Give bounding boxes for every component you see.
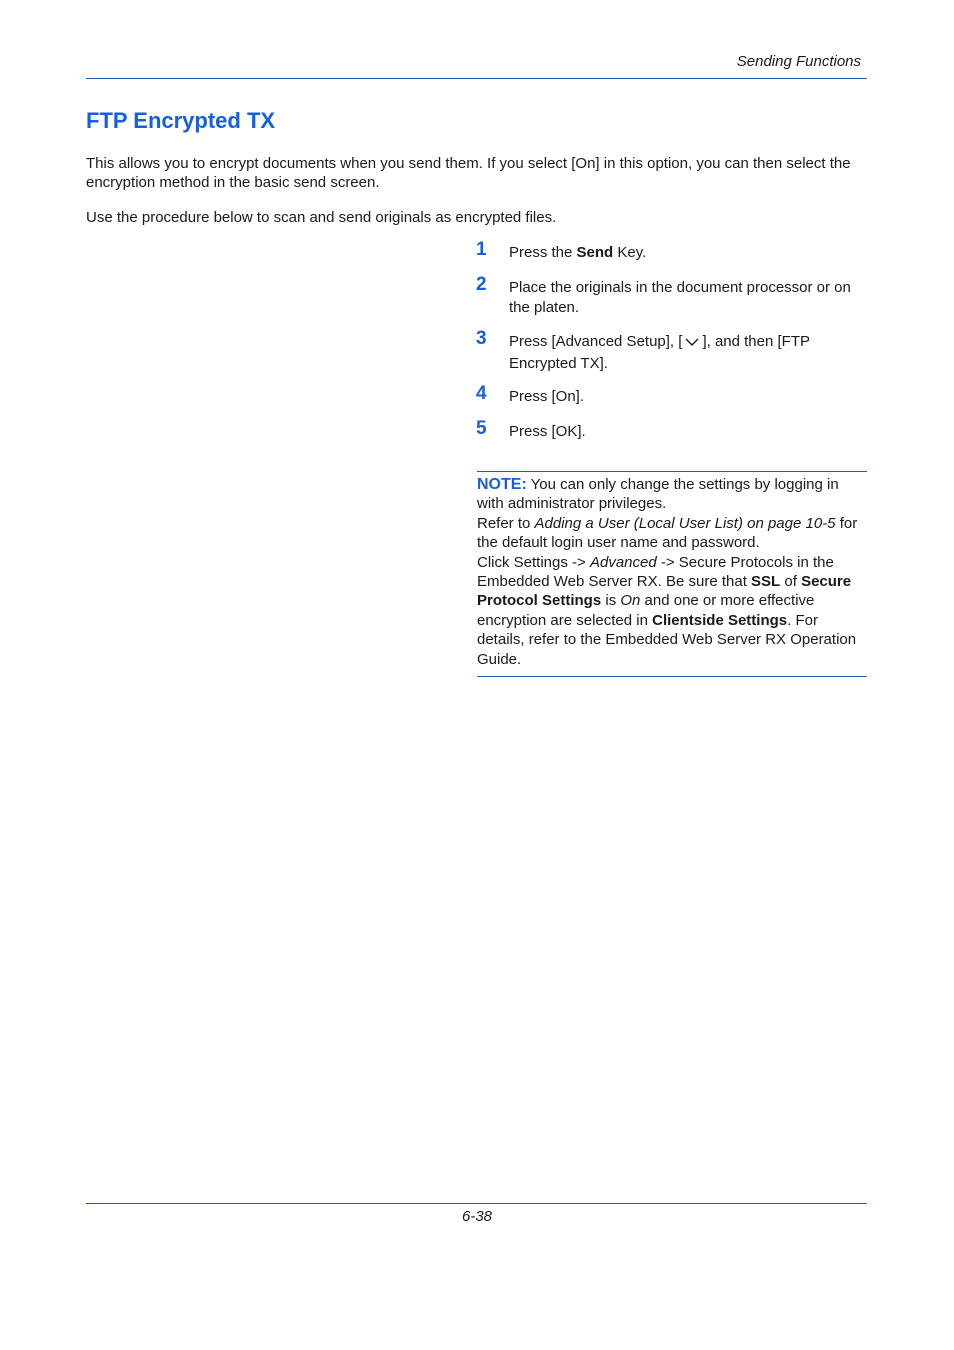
step-text: Press [On]. (509, 388, 585, 405)
note-bold: Secure Protocol Settings (477, 573, 852, 610)
note-text: -> Secure Protocols in the Embedded Web Server RX. Be sure that (477, 553, 834, 591)
step-5 (476, 418, 586, 442)
cross-reference-link[interactable]: Adding a User (Local User List) on page 10-5 (534, 514, 836, 532)
note-text: Click Settings -> (477, 553, 590, 571)
note-text: Refer to (477, 514, 535, 532)
intro-paragraph: This allows you to encrypt documents when you send them. If you select [On] in this option, you can then select the encryption method in the basic send screen. (86, 155, 851, 191)
step-text: Press the (509, 244, 577, 261)
send-key-label: Send (576, 244, 614, 261)
step-1 (476, 239, 647, 263)
step-text: Press [Advanced Setup], [ (509, 333, 683, 350)
page-number: 6-38 (461, 1208, 493, 1225)
step-number: 1 (476, 239, 487, 260)
note-text: of (780, 573, 802, 591)
note-text: You can only change the settings by logging in with administrator privileges. (477, 476, 839, 513)
note-emphasis: Advanced (589, 553, 657, 571)
note-label: NOTE: (477, 476, 527, 493)
step-text: Key. (613, 244, 647, 261)
note-text: is (601, 592, 621, 610)
step-number: 5 (476, 418, 487, 439)
step-number: 3 (476, 328, 487, 349)
note-emphasis: On (620, 592, 641, 610)
procedure-intro: Use the procedure below to scan and send originals as encrypted files. (86, 209, 557, 226)
note-text: for the default login user name and password. (477, 514, 858, 552)
note-text: . For details, refer to the Embedded Web Server RX Operation Guide. (477, 611, 857, 668)
note-bold: Clientside Settings (652, 611, 788, 629)
step-text: ], and then [FTP Encrypted TX]. (509, 333, 810, 372)
step-text: Press [OK]. (509, 423, 586, 440)
step-4 (476, 383, 585, 407)
step-3 (476, 328, 868, 374)
step-text: Place the originals in the document processor or on the platen. (509, 279, 851, 316)
running-header: Sending Functions (736, 53, 861, 70)
note-text: and one or more effective encryption are selected in (477, 592, 815, 629)
step-number: 4 (476, 383, 487, 404)
step-2 (476, 274, 868, 318)
header-rule (86, 78, 867, 79)
footer-rule (86, 1203, 867, 1204)
step-number: 2 (476, 274, 487, 295)
page-title: FTP Encrypted TX (86, 108, 276, 133)
note-box (477, 471, 867, 677)
chevron-down-icon (684, 334, 700, 354)
note-bold: SSL (751, 573, 781, 591)
